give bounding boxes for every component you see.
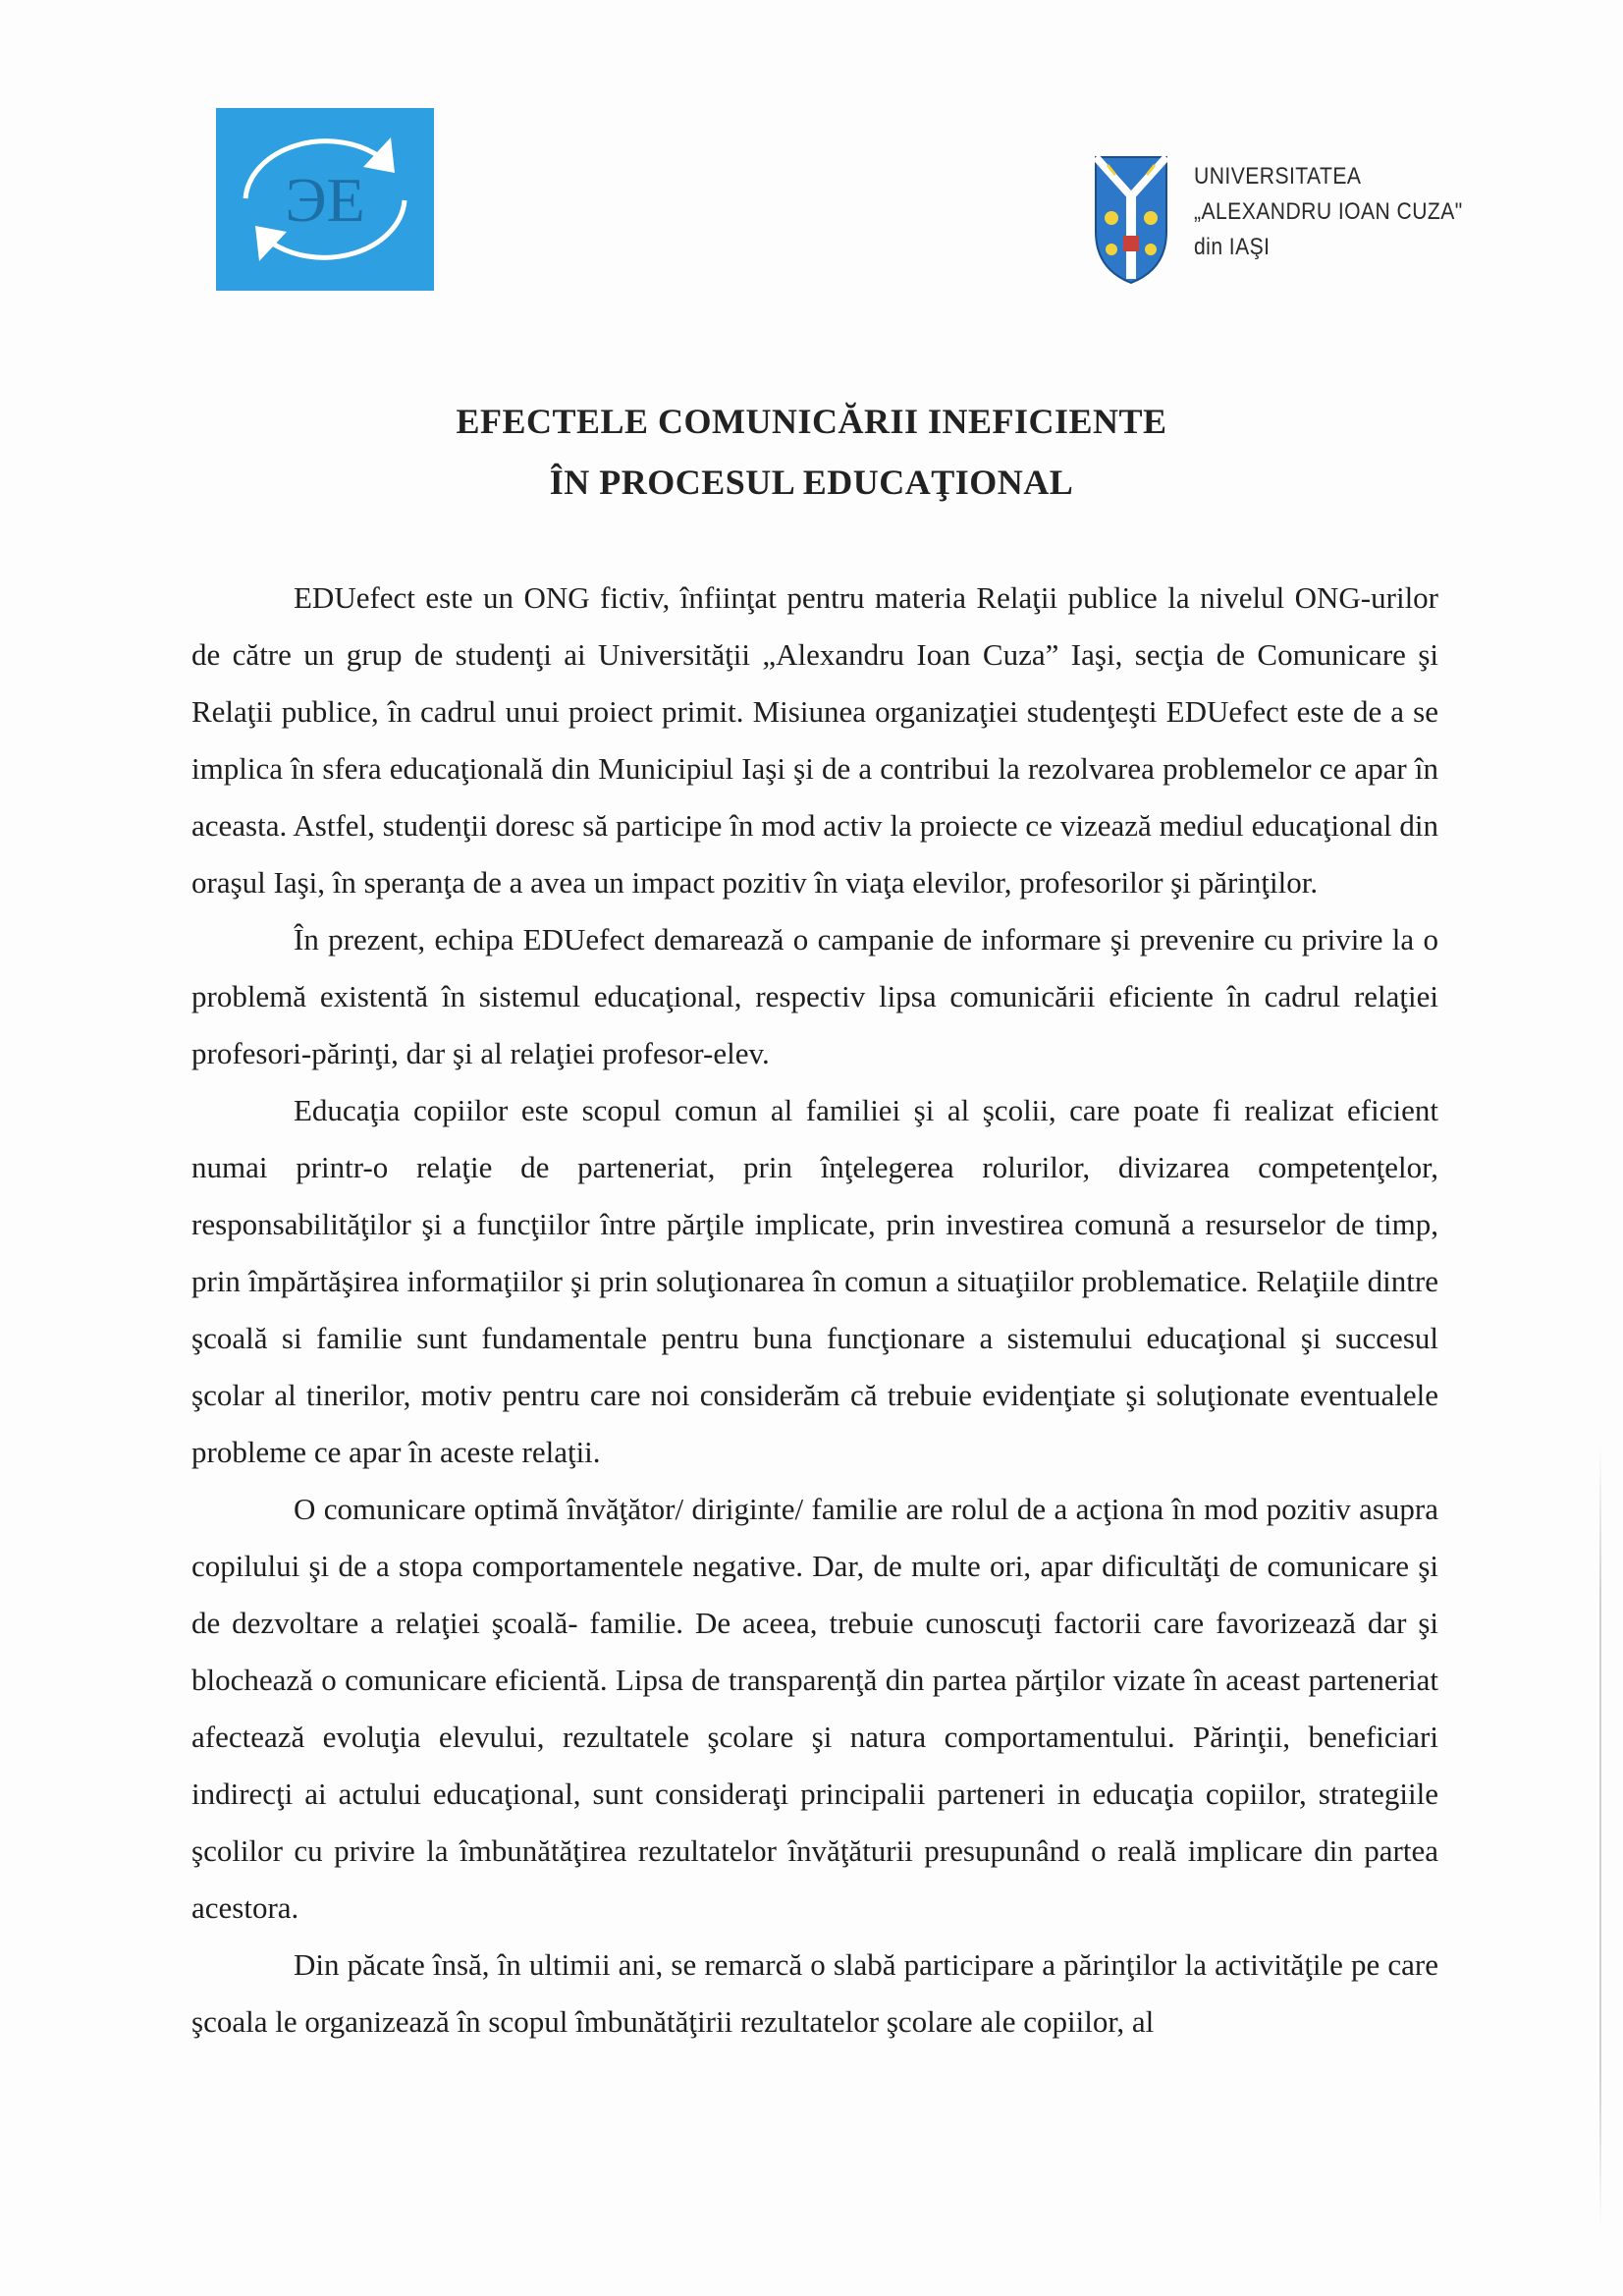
recycle-arrows-icon — [216, 108, 434, 291]
document-body — [191, 570, 1438, 2050]
paragraph-1: EDUefect este un ONG fictiv, înfiinţat pentru materia Relaţii publice la nivelul ONG-urilor de către un grup de studenţi ai Universităţii „Alexandru Ioan Cuza” Iaşi, secţia de Comunicare şi Relaţii publice, în cadrul unui proiect primit. Misiunea organizaţiei studenţeşti EDUefect este de a se implica în sfera educaţională din Municipiul Iaşi şi de a contribui la rezolvarea problemelor ce apar în aceasta. Astfel, studenţii doresc să participe în mod activ la proiecte ce vizează mediul educaţional din oraşul Iaşi, în speranţa de a avea un impact pozitiv în viaţa elevilor, profesorilor şi părinţilor. — [191, 580, 1438, 900]
paragraph-4: O comunicare optimă învăţător/ diriginte/ familie are rolul de a acţiona în mod pozitiv asupra copilului şi de a stopa comportamentele negative. Dar, de multe ori, apar dificultăţi de comunicare şi de dezvoltare a relaţiei şcoală- familie. De aceea, trebuie cunoscuţi factorii care favorizează dar şi blochează o comunicare eficientă. Lipsa de transparenţă din partea părţilor vizate în aceast parteneriat afectează evoluţia elevului, rezultatele şcolare şi natura comportamentului. Părinţii, beneficiari indirecţi ai actului educaţional, sunt consideraţi principalii parteneri in educaţia copiilor, strategiile şcolilor cu privire la îmbunătăţirea rezultatelor învăţăturii presupunând o reală implicare din partea acestora. — [191, 1492, 1438, 1925]
scan-edge-line — [1599, 1444, 1601, 2229]
paragraph-2: În prezent, echipa EDUefect demarează o campanie de informare şi prevenire cu privire la o problemă existentă în sistemul educaţional, respectiv lipsa comunicării eficiente în cadrul relaţiei profesori-părinţi, dar şi al relaţiei profesor-elev. — [191, 922, 1438, 1070]
document-title — [0, 391, 1623, 513]
paragraph-3: Educaţia copiilor este scopul comun al familiei şi al şcolii, care poate fi realizat eficient numai printr-o relaţie de parteneriat, prin înţelegerea rolurilor, divizarea competenţelor, responsabilităţilor şi a funcţiilor între părţile implicate, prin investirea comună a resurselor de timp, prin împărtăşirea informaţiilor şi prin soluţionarea în comun a situaţiilor problematice. Relaţiile dintre şcoală si familie sunt fundamentale pentru buna funcţionare a sistemului educaţional şi succesul şcolar al tinerilor, motiv pentru care noi considerăm că trebuie evidenţiate şi soluţionate eventualele probleme ce apar în aceste relaţii. — [191, 1093, 1438, 1469]
university-name — [1194, 159, 1463, 265]
title-line-2: ÎN PROCESUL EDUCAŢIONAL — [549, 463, 1074, 502]
svg-text:ЭЕ: ЭЕ — [285, 165, 365, 235]
paragraph-5: Din păcate însă, în ultimii ani, se remarcă o slabă participare a părinţilor la activităţile pe care şcoala le organizează în scopul îmbunătăţirii rezultatelor şcolare ale copiilor, al — [191, 1947, 1438, 2039]
university-name-line1: UNIVERSITATEA — [1194, 163, 1362, 190]
university-logo — [1092, 153, 1463, 291]
university-name-line3: din IAŞI — [1194, 234, 1271, 260]
university-crest-icon — [1092, 153, 1170, 287]
title-line-1: EFECTELE COMUNICĂRII INEFICIENTE — [456, 402, 1167, 441]
eduefect-logo — [216, 108, 434, 291]
university-name-line2: „ALEXANDRU IOAN CUZA" — [1194, 198, 1463, 225]
